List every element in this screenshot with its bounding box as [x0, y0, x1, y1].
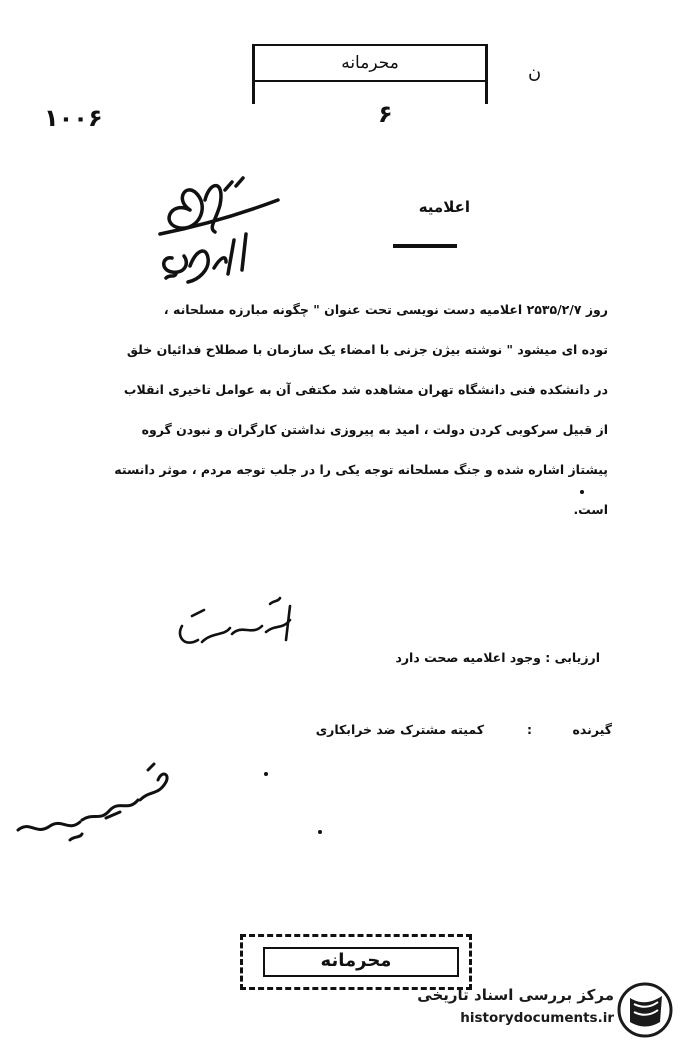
recipients-separator: : [527, 722, 532, 737]
announcement-heading: اعلامیه [418, 198, 470, 216]
handwritten-signature-middle [172, 596, 302, 656]
body-line: در دانشکده فنی دانشگاه تهران مشاهده شد مکتفی آن به عوامل تاخیری انقلاب [123, 382, 608, 397]
stamp-text: محرمانه [341, 53, 399, 73]
handwritten-signature-top [150, 170, 290, 290]
body-line: است. [573, 502, 608, 517]
ink-dot [580, 490, 584, 494]
body-line: توده ای میشود " نوشته بیژن جزنی با امضاء یک سازمان با صطلاح فدائیان خلق [126, 342, 608, 357]
confidential-stamp-top [252, 44, 488, 82]
handwritten-margin-note [10, 760, 180, 850]
watermark-org-name: مرکز بررسی اسناد تاریخی [417, 986, 614, 1004]
stamp-text: محرمانه [320, 950, 392, 971]
page-number: ۶ [378, 100, 393, 128]
body-line: از قبیل سرکوبی کردن دولت ، امید به پیروزی نداشتن کارگران و نبودن گروه [141, 422, 608, 437]
document-number: ۱۰۰۶ [44, 104, 103, 132]
ink-dot [318, 830, 322, 834]
body-line: روز ۲۵۳۵/۲/۷ اعلامیه دست نویسی تحت عنوان " چگونه مبارزه مسلحانه ، [163, 302, 608, 317]
report-body [68, 290, 608, 530]
archive-emblem-icon [616, 982, 674, 1038]
ink-dot [264, 772, 268, 776]
body-line: پیشتاز اشاره شده و جنگ مسلحانه توجه یکی را در جلب توجه مردم ، موثر دانسته [114, 462, 608, 477]
evaluation-line: ارزیابی : وجود اعلامیه صحت دارد [395, 650, 600, 665]
watermark-logo [396, 978, 678, 1040]
watermark-url: historydocuments.ir [460, 1010, 614, 1026]
heading-underline [393, 244, 457, 248]
recipients-label: گیرنده [572, 722, 612, 737]
recipients-value: کمیته مشترک ضد خرابکاری [315, 722, 484, 737]
corner-mark: ن [528, 62, 542, 83]
